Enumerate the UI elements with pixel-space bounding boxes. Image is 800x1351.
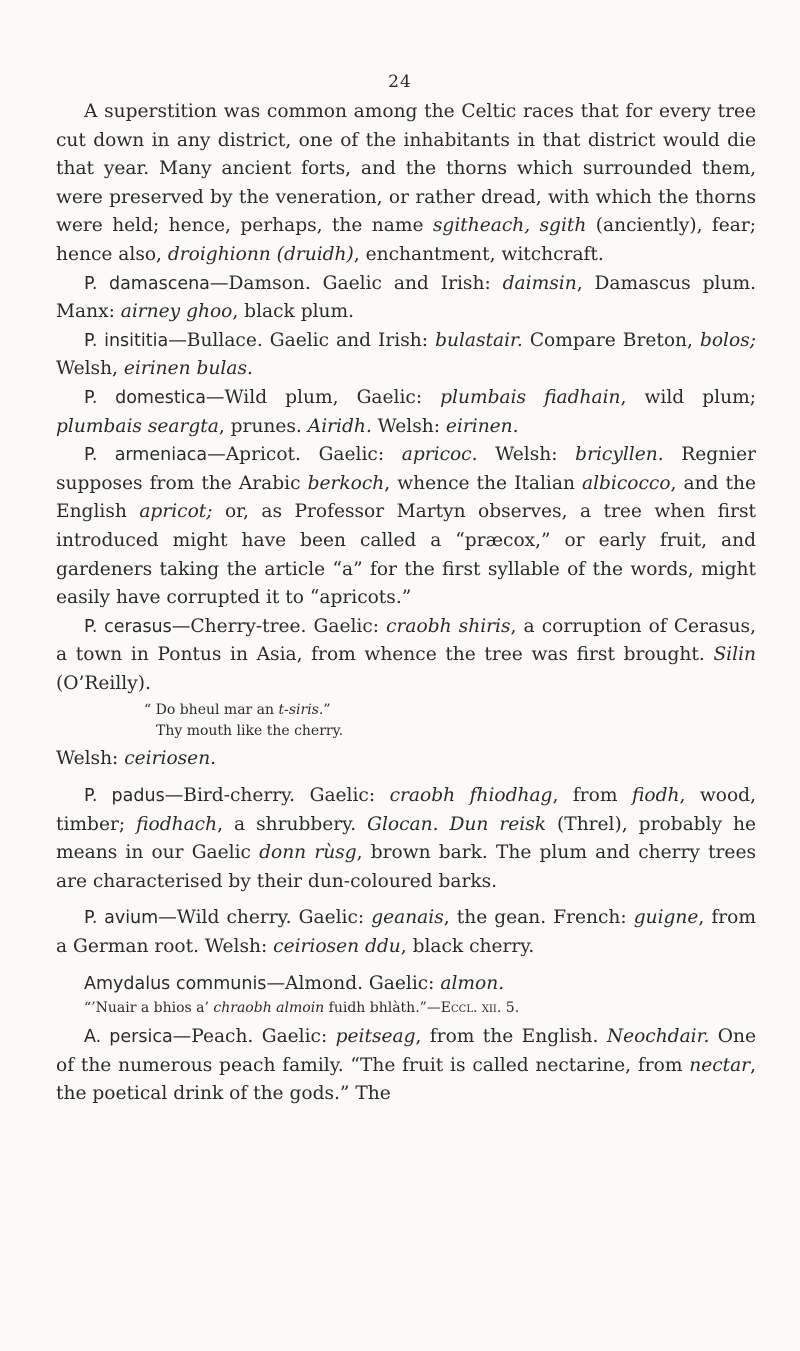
verse-quote [56,700,756,742]
welsh-term: eirinen. [445,415,519,437]
entry-avium [56,904,756,961]
text: , enchantment, witchcraft. [353,243,604,265]
entry-insititia [56,327,756,384]
text: —Peach. Gaelic: [172,1026,336,1048]
text: , black cherry. [400,936,535,958]
arabic-term: berkoch [307,472,385,494]
species-heading: P. damascena [84,273,210,294]
text: —Apricot. Gaelic: [207,444,402,466]
welsh-term: ceiriosen ddu [273,936,401,958]
text: Regnier supposes from the Arabic [56,444,757,494]
text: , Damascus plum. Manx: [56,272,757,323]
manx-term: airney ghoo [120,301,233,323]
text: , a corruption of Cerasus, a town in Pontus in Asia, from whence the tree was first brought. [56,615,756,666]
gaelic-term: peitseag [335,1026,416,1048]
species-heading: P. armeniaca [84,445,208,466]
cerasus-welsh [56,745,756,774]
breton-term: bolos; [699,329,756,351]
text: —Cherry-tree. Gaelic: [171,615,387,637]
text: Compare Breton, [522,329,700,351]
gaelic-term: Neochdair. [606,1026,710,1048]
text: —Wild cherry. Gaelic: [158,907,372,929]
species-heading: P. domestica [84,387,206,408]
gaelic-term: almon. [440,972,505,994]
text: , the gean. French: [443,907,634,929]
gaelic-term: droighionn (druidh) [167,243,354,265]
text: Welsh: [477,444,576,466]
gaelic-term: bulastair. [435,329,523,351]
text: ” [323,702,331,719]
welsh-term: bricyllen. [575,444,664,466]
text: , brown bark. The plum and cherry trees are characterised by their dun-coloured barks. [56,842,756,892]
gaelic-term: craobh fhiodhag [389,785,553,807]
gaelic-term: apricoc. [401,444,478,466]
text: (O’Reilly). [56,672,151,694]
text: , prunes. [218,415,308,437]
species-heading: P. avium [84,908,159,929]
text: , black plum. [232,301,355,323]
entry-persica [56,1023,756,1109]
text: , wood, timber; [56,785,756,835]
gaelic-term: daimsin [502,272,577,294]
text: (Threl), probably he means in our Gaelic [56,813,756,864]
welsh-term: ceiriosen. [124,748,217,770]
gaelic-term: Airidh. [307,415,372,437]
text: “’Nuair a bhios a’ [84,1000,214,1017]
text: —Almond. Gaelic: [266,972,441,994]
text: , whence the Italian [384,472,582,494]
scripture-reference: Eccl. xii. 5. [440,1000,520,1017]
gaelic-term: craobh shiris [386,615,511,637]
gaelic-term: fiodh [631,785,680,807]
scripture-quote [56,998,756,1019]
species-heading: P. cerasus [84,616,172,637]
page-number: 24 [388,72,412,92]
entry-armeniaca [56,441,756,613]
gaelic-term: fiodhach [136,813,218,835]
text: , from the English. [415,1026,607,1048]
gaelic-term: sgitheach, sgith [432,215,587,237]
text: A superstition was common among the Celtic races that for every tree cut down in any district, one of the inhabitants in that district would die that year. Many ancient forts, and the thorns which surrounded them, were preserved by the veneration, or rather dread, with which the thorns were held; hence, perhaps, the name [56,101,756,237]
entry-cerasus [56,613,756,699]
text: , a shrubbery. [217,813,368,835]
text: , the poetical drink of the gods.” The [56,1054,756,1105]
text: “ Do bheul mar an [144,702,279,719]
gaelic-term: Silin [713,644,756,666]
text: , and the English [56,472,756,523]
verse-translation: Thy mouth like the cherry. [156,723,344,740]
verse-line [144,700,756,721]
text: or, as Professor Martyn observes, a tree when first introduced might have been called a “præcox,” or early fruit, and gardeners taking the article “a” for the first syllable of the words, might easily have corrupted it to “apricots.” [56,501,756,609]
text: —Bird-cherry. Gaelic: [164,785,390,807]
paragraph-superstition [56,98,756,270]
species-heading: A. persica [84,1027,173,1048]
entry-amygdalus [56,970,756,999]
gaelic-term: Glocan. Dun reisk [367,813,547,835]
text: (anciently), fear; hence also, [56,215,757,265]
text: Welsh: [371,415,446,437]
text: fuidh bhlàth.”— [324,1000,441,1017]
text: , from a German root. Welsh: [56,907,756,958]
gaelic-term: chraobh almoin [213,1000,325,1017]
gaelic-term: plumbais seargta [56,415,219,437]
gaelic-term: t-siris. [278,702,324,719]
text: One of the numerous peach family. “The fruit is called nectarine, from [56,1026,756,1076]
gaelic-term: plumbais fiadhain [440,386,621,408]
latin-term: nectar [689,1054,751,1076]
french-term: guigne [633,907,699,929]
text: —Damson. Gaelic and Irish: [209,272,503,294]
text: , wild plum; [620,386,756,408]
gaelic-term: geanais [371,907,444,929]
entry-damascena [56,270,756,327]
body-text [56,98,756,1109]
text: —Bullace. Gaelic and Irish: [168,329,436,351]
gaelic-term: donn rùsg [259,842,357,864]
entry-padus [56,782,756,896]
welsh-term: eirinen bulas. [123,358,253,380]
text: —Wild plum, Gaelic: [205,386,441,408]
species-heading: P. padus [84,786,165,807]
english-term: apricot; [139,501,213,523]
species-heading: Amydalus communis [84,973,267,994]
text: Welsh, [56,358,124,380]
entry-domestica [56,384,756,441]
italian-term: albicocco [582,472,671,494]
species-heading: P. insititia [84,330,169,351]
text: Welsh: [56,748,125,770]
text: , from [552,785,632,807]
